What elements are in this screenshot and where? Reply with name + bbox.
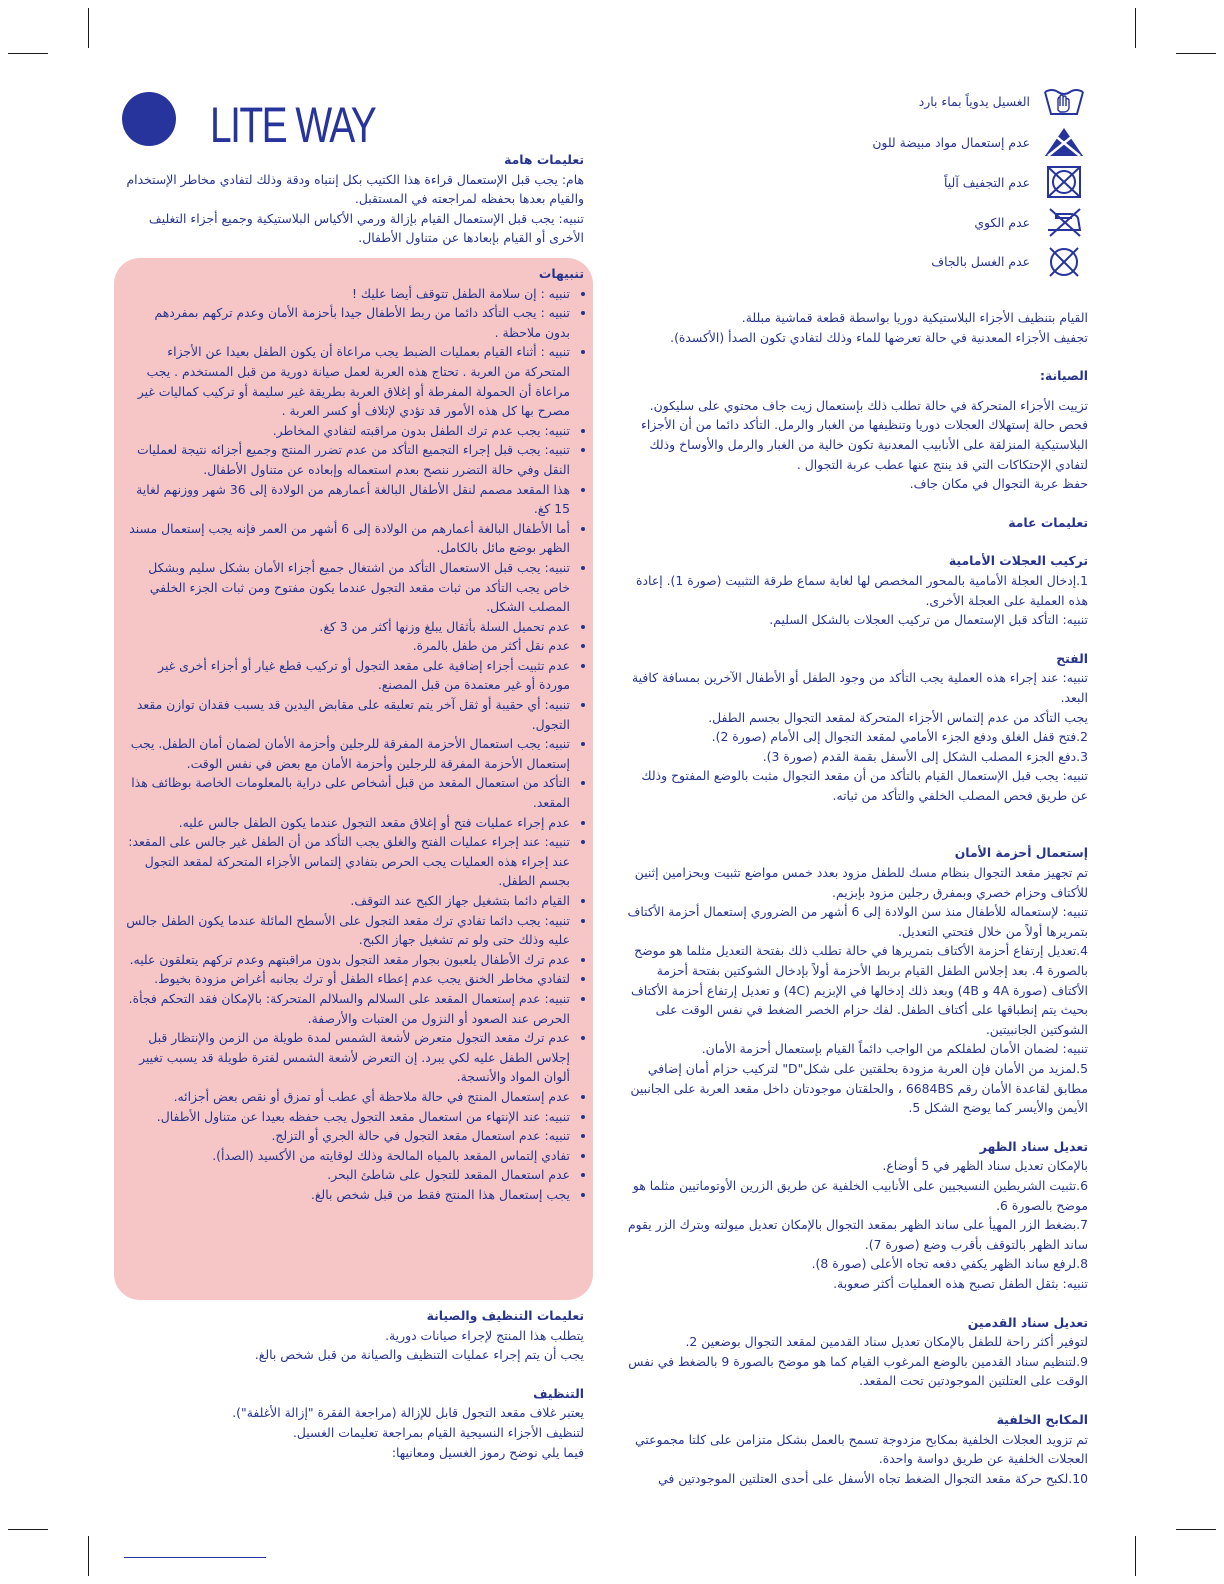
care-label: عدم الكوي: [974, 215, 1030, 230]
safety-belt-line: 5.لمزيد من الأمان فإن العربة مزودة بحلقتين على شكل"D" لتركيب حزام أمان إضافي مطابق لقاعدة الأمان رقم 6684BS ، والحلقتان موجودتان داخل مقعد العربة على الجانبين الأيمن والأيسر كما يوضح الشكل 5.: [630, 1061, 1088, 1116]
warning-item: • تنبيه: يجب دائما تفادي ترك مقعد التجول على الأسطح المائلة عندما يكون الطفل جالس عليه وذلك حتى ولو تم تشغيل جهاز الكبح.: [126, 911, 570, 950]
backrest-title: تعديل سناد الظهر: [979, 1138, 1088, 1154]
warning-item: • عدم إجراء عمليات فتح أو إغلاق مقعد التجول عندما يكون الطفل جالس عليه.: [126, 813, 570, 833]
care-label: عدم إستعمال مواد مبيضة للون: [872, 135, 1030, 150]
important-title: تعليمات هامة: [504, 152, 584, 167]
backrest-line: بالإمكان تعديل سناد الظهر في 5 أوضاع.: [882, 1158, 1088, 1174]
opening-line: 2.فتح قفل الغلق ودفع الجزء الأمامي لمقعد التجوال إلى الأمام (صورة 2).: [711, 729, 1088, 745]
warning-item: • التأكد من استعمال المقعد من قبل أشخاص على دراية بالمعلومات الخاصة بوظائف هذا المقعد.: [126, 773, 570, 812]
care-label: الغسيل يدوياً بماء بارد: [918, 94, 1030, 109]
cleaning-title: التنظيف: [533, 1385, 584, 1401]
important-line: هام: يجب قبل الإستعمال قراءة هذا الكتيب بكل إنتباه ودقة وذلك لتفادي مخاطر الإستخدام والقيام بعدها بحفظه لمراجعته في المستقبل.: [126, 171, 584, 207]
warning-item: • أما الأطفال البالغة أعمارهم من الولادة إلى 6 أشهر من العمر فإنه يجب إستعمال مسند الظهر بوضع مائل بالكامل.: [126, 519, 570, 558]
intro-line: القيام بتنظيف الأجزاء البلاستيكية دوريا بواسطة قطعة قماشية مبللة.: [741, 310, 1088, 325]
warnings-title: تنبيهات: [538, 266, 584, 281]
warning-item: • تنبيه: عند إجراء عمليات الفتح والغلق يجب التأكد من أن الطفل غير جالس على المقعد: عند إجراء هذه العمليات يجب الحرص بتفادي إلتماس الأجزاء المتحركة لمقعد التجول بجسم الطفل.: [126, 832, 570, 891]
warning-item: • تنبيه: أي حقيبة أو ثقل آخر يتم تعليقه على مقابض اليدين قد يسبب فقدان توازن مقعد التجول.: [126, 695, 570, 734]
safety-belt-line: تنبيه: لضمان الأمان لطفلكم من الواجب دائماً القيام بإستعمال أحزمة الأمان.: [701, 1041, 1088, 1057]
warning-item: • تنبيه: يجب عدم ترك الطفل بدون مراقبته لتفادي المخاطر.: [126, 421, 570, 441]
backrest-line: 6.تثبيت الشريطين النسيجيين على الأنابيب الخلفية عن طريق الزرين الأوتوماتيين مثلما هو موضح بالصورة 6.: [632, 1177, 1088, 1213]
warning-item: • تنبيه : يجب التأكد دائما من ربط الأطفال جيدا بأحزمة الأمان وعدم تركهم بمفردهم بدون ملاحظة .: [126, 303, 570, 342]
warning-item: • عدم نقل أكثر من طفل بالمرة.: [126, 636, 570, 656]
crop-mark: [1176, 1529, 1216, 1530]
front-wheels-line: 1.إدخال العجلة الأمامية بالمحور المخصص لها لغاية سماع طرقة التثبيت (صورة 1). إعادة هذه العملية على العجلة الأخرى.: [636, 572, 1088, 608]
crop-mark: [8, 1529, 48, 1530]
front-wheels-title: تركيب العجلات الأمامية: [948, 553, 1088, 569]
warning-item: • عدم ترك مقعد التجول متعرض لأشعة الشمس لمدة طويلة من الزمن والإنتظار قبل إجلاس الطفل عليه لكي يبرد. إن التعرض لأشعة الشمس لفترة طويلة قد يسبب تغيير ألوان المواد والأنسجة.: [126, 1028, 570, 1087]
opening-line: تنبيه: يجب قبل الإستعمال القيام بالتأكد من أن مقعد التجوال مثبت بالوضع المفتوح وذلك عن طريق فحص المصلب الخلفي والتأكد من ثباته.: [641, 768, 1088, 803]
footer-rule: [124, 1557, 266, 1558]
safety-belt-title: إستعمال أحزمة الأمان: [954, 845, 1088, 861]
important-section: [118, 150, 584, 248]
warning-item: • تفادي إلتماس المقعد بالمياه المالحة وذلك لوقايته من الأكسيد (الصدأ).: [126, 1146, 570, 1166]
warning-item: • تنبيه: عند الإنتهاء من استعمال مقعد التجول يجب حفظه بعيدا عن متناول الأطفال.: [126, 1107, 570, 1127]
right-column: [624, 308, 1088, 1488]
cleaning-maintenance-title: تعليمات التنظيف والصيانة: [426, 1308, 584, 1323]
warning-item: • تنبيه : أثناء القيام بعمليات الضبط يجب مراعاة أن يكون الطفل بعيدا عن الأجزاء المتحركة من العربة . تحتاج هذه العربة لعمل صيانة دورية من قبل المستخدم . يجب مراعاة أن الحمولة المفرطة أو إغلاق العربة بطريقة غير سليمة أو تركيب كماليات غير مصرح بها كل هذه الأمور قد تؤدي لإتلاف أو كسر العربة .: [126, 342, 570, 420]
general-title: تعليمات عامة: [1008, 514, 1088, 530]
maintenance-title: الصيانة:: [1040, 368, 1088, 384]
front-wheels-line: تنبيه: التأكد قبل الإستعمال من تركيب العجلات بالشكل السليم.: [769, 612, 1088, 628]
cleaning-line: يعتبر غلاف مقعد التجول قابل للإزالة (مراجعة الفقرة "إزالة الأغلفة").: [232, 1405, 584, 1421]
brand-dot: [122, 92, 176, 146]
warning-item: • القيام دائما بتشغيل جهاز الكبح عند التوقف.: [126, 891, 570, 911]
care-label: عدم التجفيف آلياً: [944, 175, 1030, 190]
crop-mark: [88, 1536, 89, 1576]
rear-brakes-line: تم تزويد العجلات الخلفية بمكابح مزدوجة تسمح بالعمل بشكل متزامن على كلتا مجموعتي العجلات الخلفية عن طريق دواسة واحدة.: [635, 1431, 1088, 1467]
care-symbol-row: [900, 86, 1086, 118]
opening-line: 3.دفع الجزء المصلب الشكل إلى الأسفل بقمة القدم (صورة 3).: [762, 748, 1088, 764]
warning-item: • عدم ترك الأطفال يلعبون بجوار مقعد التجول بدون مراقبتهم وعدم تركهم يتعلقون عليه.: [126, 950, 570, 970]
maintenance-line: حفظ عربة التجوال في مكان جاف.: [909, 476, 1088, 492]
crop-mark: [1135, 8, 1136, 48]
no-bleach-icon: [1042, 126, 1086, 158]
important-line: تنبيه: يجب قبل الإستعمال القيام بإزالة ورمي الأكياس البلاستيكية وجميع أجزاء التغليف الأخرى أو القيام بإبعادها عن متناول الأطفال.: [148, 210, 584, 246]
cleaning-line: فيما يلي نوضح رموز الغسيل ومعانيها:: [391, 1444, 584, 1460]
warning-item: • تنبيه: يجب استعمال الأحزمة المفرقة للرجلين وأحزمة الأمان لضمان أمان الطفل. يجب إستعمال الأحزمة المفرقة للرجلين وأحزمة الأمان مع بعض في نفس الوقت.: [126, 734, 570, 773]
care-symbol-row: [872, 126, 1086, 158]
footrest-line: 9.لتنظيم سناد القدمين بالوضع المرغوب القيام كما هو موضح بالصورة 9 بالضغط في نفس الوقت على العتلتين الموجودتين تحت المقعد.: [628, 1353, 1088, 1389]
opening-title: الفتح: [1056, 650, 1088, 666]
cleaning-maintenance-line: يتطلب هذا المنتج لإجراء صيانات دورية.: [385, 1327, 584, 1343]
warning-item: • عدم تحميل السلة بأثقال يبلغ وزنها أكثر من 3 كغ.: [126, 617, 570, 637]
hand-wash-icon: [1042, 86, 1086, 118]
warning-item: • هذا المقعد مصمم لنقل الأطفال البالغة أعمارهم من الولادة إلى 36 شهر ووزنهم لغاية 15 كغ.: [126, 480, 570, 519]
no-dry-clean-icon: [1042, 246, 1086, 278]
crop-mark: [1135, 1536, 1136, 1576]
care-symbol-row: [900, 246, 1086, 278]
rear-brakes-line: 10.لكبح حركة مقعد التجوال الضغط تجاه الأسفل على أحدى العتلتين الموجودتين في: [658, 1470, 1088, 1486]
warnings-section: [126, 264, 584, 1205]
warnings-list: [126, 284, 584, 1205]
footrest-line: لتوفير أكثر راحة للطفل بالإمكان تعديل سناد القدمين لمقعد التجوال بوضعين 2.: [685, 1334, 1088, 1350]
warning-item: • عدم استعمال المقعد للتجول على شاطئ البحر.: [126, 1165, 570, 1185]
maintenance-line: تزييت الأجزاء المتحركة في حالة تطلب ذلك بإستعمال زيت جاف محتوي على سليكون. فحص حالة إستهلاك العجلات دوريا وتنظيفها من الغبار والرمل. التأكد دائما من أن الأجزاء البلاستيكية المنزلقة على الأنابيب المعدنية تكون خالية من الغبار والرمل والأوساخ وذلك لتفادي الإحتكاكات التي قد ينتج عنها عطب عربة التجوال .: [641, 397, 1088, 472]
warning-item: • عدم تثبيت أجزاء إضافية على مقعد التجول أو تركيب قطع غيار أو أجزاء أخرى غير موردة أو غير معتمدة من قبل المصنع.: [126, 656, 570, 695]
backrest-line: 8.لرفع ساند الظهر يكفي دفعه تجاه الأعلى (صورة 8).: [811, 1256, 1088, 1272]
warning-item: • عدم إستعمال المنتج في حالة ملاحظة أي عطب أو تمزق أو نقص بعض أجزائه.: [126, 1087, 570, 1107]
opening-line: يجب التأكد من عدم إلتماس الأجزاء المتحركة لمقعد التجوال بجسم الطفل.: [708, 709, 1088, 725]
safety-belt-line: تنبيه: لإستعماله للأطفال منذ سن الولادة إلى 6 أشهر من الضروري إستعمال أحزمة الأكتاف بتمريرها أولاً من خلال فتحتي التعديل.: [627, 904, 1088, 939]
warning-item: • تنبيه: يجب قبل إجراء التجميع التأكد من عدم تضرر المنتج وجميع أجزائه نتيجة لعمليات النقل وفي حالة التضرر ننصح بعدم استعماله وإبعاده عن متناول الأطفال.: [126, 440, 570, 479]
intro-line: تجفيف الأجزاء المعدنية في حالة تعرضها للماء وذلك لتفادي تكون الصدأ (الأكسدة).: [670, 329, 1088, 345]
backrest-line: 7.بضغط الزر المهيأ على ساند الظهر بمقعد التجوال بالإمكان تعديل ميولته وبترك الزر يقوم ساند الظهر بالتوقف بأقرب وضع (صورة 7).: [627, 1217, 1088, 1252]
crop-mark: [8, 53, 48, 54]
rear-brakes-title: المكابح الخلفية: [996, 1411, 1088, 1427]
cleaning-line: لتنظيف الأجزاء النسيجية القيام بمراجعة تعليمات الغسيل.: [292, 1424, 584, 1440]
warning-item: • تنبيه: يجب قبل الاستعمال التأكد من اشتغال جميع أجزاء الأمان بشكل سليم وبشكل خاص يجب التأكد من ثبات مقعد التجول عندما يكون مفتوح ومن ثبات الجزء الخلفي المصلب الشكل.: [126, 558, 570, 617]
brand-name: LITE WAY: [210, 97, 376, 153]
opening-line: تنبيه: عند إجراء هذه العملية يجب التأكد من وجود الطفل أو الأطفال الآخرين بمسافة كافية البعد.: [632, 670, 1088, 705]
warning-item: • تنبيه: عدم استعمال مقعد التجول في حالة الجري أو التزلج.: [126, 1126, 570, 1146]
warning-item: • تنبيه : إن سلامة الطفل تتوقف أيضا عليك !: [126, 284, 570, 304]
care-label: عدم الغسل بالجاف: [931, 254, 1030, 269]
warning-item: • لتفادي مخاطر الخنق يجب عدم إعطاء الطفل أو ترك بجانبه أغراض مزودة بخيوط.: [126, 969, 570, 989]
footrest-title: تعديل سناد القدمين: [967, 1314, 1088, 1330]
no-iron-icon: [1042, 206, 1086, 238]
safety-belt-line: تم تجهيز مقعد التجوال بنظام مسك للطفل مزود بعدد خمس مواضع تثبيت وبحزامين إثنين للأكتاف وحزام خصري وبمفرق رجلين مزود بإبزيم.: [634, 865, 1088, 900]
backrest-line: تنبيه: بثقل الطفل تصبح هذه العمليات أكثر صعوبة.: [833, 1275, 1088, 1291]
crop-mark: [88, 8, 89, 48]
cleaning-maintenance-line: يجب أن يتم إجراء عمليات التنظيف والصيانة من قبل شخص بالغ.: [254, 1347, 584, 1363]
care-symbol-row: [900, 206, 1086, 238]
care-symbol-row: [900, 166, 1086, 198]
cleaning-section: [118, 1306, 584, 1462]
warning-item: • تنبيه: عدم إستعمال المقعد على السلالم والسلالم المتحركة: بالإمكان فقد التحكم فجأة. الحرص عند الصعود أو النزول من العتبات والأرصفة.: [126, 989, 570, 1028]
no-tumble-dry-icon: [1042, 166, 1086, 198]
safety-belt-line: 4.تعديل إرتفاع أحزمة الأكتاف بتمريرها في حالة تطلب ذلك بفتحة التعديل مثلما هو موضح بالصورة 4. بعد إجلاس الطفل القيام بربط الأحزمة أولاً بإدخال الشوكتين بفتحة أحزمة الأكتاف (صورة 4A و 4B) وبعد ذلك إدخالها في الإبزيم (4C) و تعديل إرتفاع أحزمة الأكتاف بحيث يتم إنطباقها على أكتاف الطفل. لفك حزام الخصر الضغط في نفس الوقت على الشوكتين الجانبيتين.: [630, 943, 1088, 1037]
warning-item: • يجب إستعمال هذا المنتج فقط من قبل شخص بالغ.: [126, 1185, 570, 1205]
crop-mark: [1176, 53, 1216, 54]
